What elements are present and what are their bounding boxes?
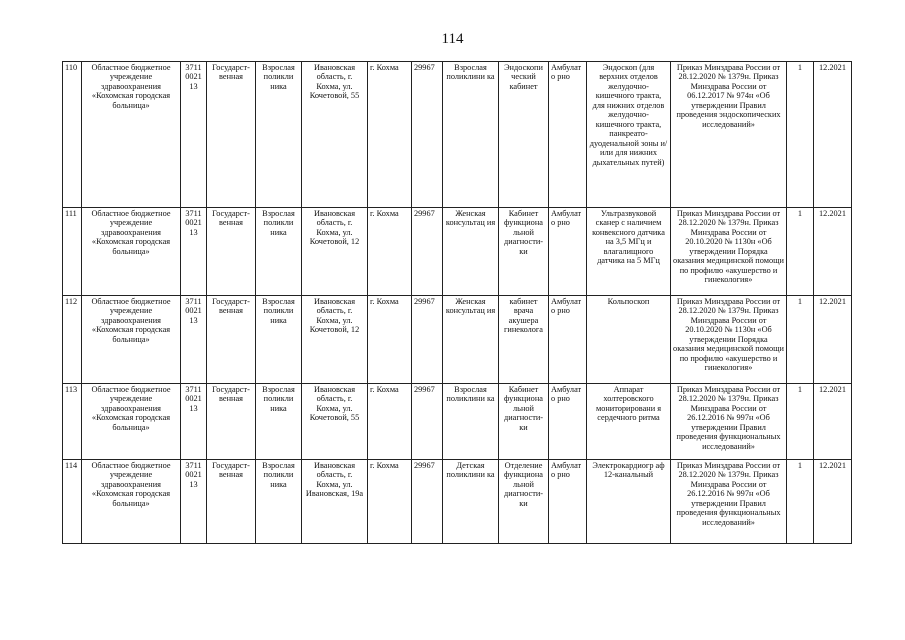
table-row <box>63 208 852 296</box>
row-number: 112 <box>63 296 82 384</box>
city-cell: г. Кохма <box>368 296 412 384</box>
regulation-cell: Приказ Минздрава России от 28.12.2020 № 1379н. Приказ Минздрава России от 26.12.2016 № 997н «Об утверждении Правил проведения функциональных исследований» <box>671 384 787 460</box>
care-type-cell: Амбулато рно <box>549 296 587 384</box>
table-row <box>63 296 852 384</box>
unit-cell: Взрослая поликли ника <box>256 62 302 208</box>
department-cell: Взрослая поликлини ка <box>443 384 499 460</box>
row-number: 110 <box>63 62 82 208</box>
ownership-cell: Государст-венная <box>207 62 256 208</box>
address-cell: Ивановская область, г. Кохма, ул. Ивановская, 19а <box>302 460 368 544</box>
equipment-cell: Аппарат холтеровского мониторировани я сердечного ритма <box>587 384 671 460</box>
ownership-cell: Государст-венная <box>207 384 256 460</box>
care-type-cell: Амбулато рно <box>549 208 587 296</box>
date-cell: 12.2021 <box>814 208 852 296</box>
quantity-cell: 1 <box>787 208 814 296</box>
quantity-cell: 1 <box>787 384 814 460</box>
code-cell: 3711 0021 13 <box>181 296 207 384</box>
equipment-cell: Электрокардиогр аф 12-канальный <box>587 460 671 544</box>
address-cell: Ивановская область, г. Кохма, ул. Кочетовой, 55 <box>302 62 368 208</box>
room-cell: Кабинет функциона льной диагности-ки <box>499 208 549 296</box>
department-cell: Женская консультац ия <box>443 208 499 296</box>
quantity-cell: 1 <box>787 296 814 384</box>
quantity-cell: 1 <box>787 62 814 208</box>
quantity-cell: 1 <box>787 460 814 544</box>
organization-cell: Областное бюджетное учреждение здравоохранения «Кохомская городская больница» <box>82 460 181 544</box>
ownership-cell: Государст-венная <box>207 208 256 296</box>
city-cell: г. Кохма <box>368 208 412 296</box>
city-cell: г. Кохма <box>368 62 412 208</box>
table-row <box>63 384 852 460</box>
index-cell: 29967 <box>412 208 443 296</box>
page-number: 114 <box>441 31 464 47</box>
organization-cell: Областное бюджетное учреждение здравоохранения «Кохомская городская больница» <box>82 208 181 296</box>
equipment-table <box>62 61 852 544</box>
row-number: 114 <box>63 460 82 544</box>
care-type-cell: Амбулато рно <box>549 62 587 208</box>
equipment-cell: Эндоскоп (для верхних отделов желудочно-кишечного тракта, для нижних отделов желудочно-кишечного тракта, панкреато-дуоденальной зоны и/или для нижних дыхательных путей) <box>587 62 671 208</box>
index-cell: 29967 <box>412 62 443 208</box>
date-cell: 12.2021 <box>814 296 852 384</box>
code-cell: 3711 0021 13 <box>181 460 207 544</box>
table-row <box>63 62 852 208</box>
unit-cell: Взрослая поликли ника <box>256 460 302 544</box>
care-type-cell: Амбулато рно <box>549 384 587 460</box>
index-cell: 29967 <box>412 384 443 460</box>
ownership-cell: Государст-венная <box>207 460 256 544</box>
room-cell: Кабинет функциона льной диагности-ки <box>499 384 549 460</box>
code-cell: 3711 0021 13 <box>181 208 207 296</box>
regulation-cell: Приказ Минздрава России от 28.12.2020 № 1379н. Приказ Минздрава России от 06.12.2017 № 974н «Об утверждении Правил проведения эндоскопических исследований» <box>671 62 787 208</box>
code-cell: 3711 0021 13 <box>181 62 207 208</box>
unit-cell: Взрослая поликли ника <box>256 208 302 296</box>
city-cell: г. Кохма <box>368 460 412 544</box>
row-number: 111 <box>63 208 82 296</box>
date-cell: 12.2021 <box>814 384 852 460</box>
room-cell: кабинет врача акушера гинеколога <box>499 296 549 384</box>
room-cell: Отделение функциона льной диагности-ки <box>499 460 549 544</box>
table-row <box>63 460 852 544</box>
department-cell: Детская поликлини ка <box>443 460 499 544</box>
equipment-cell: Кольпоскоп <box>587 296 671 384</box>
department-cell: Взрослая поликлини ка <box>443 62 499 208</box>
index-cell: 29967 <box>412 460 443 544</box>
ownership-cell: Государст-венная <box>207 296 256 384</box>
date-cell: 12.2021 <box>814 62 852 208</box>
regulation-cell: Приказ Минздрава России от 28.12.2020 № 1379н. Приказ Минздрава России от 20.10.2020 № 1130н «Об утверждении Порядка оказания медицинской помощи по профилю «акушерство и гинекология» <box>671 296 787 384</box>
equipment-cell: Ультразвуковой сканер с наличием конвексного датчика на 3,5 МГц и влагалищного датчика на 5 МГц <box>587 208 671 296</box>
index-cell: 29967 <box>412 296 443 384</box>
address-cell: Ивановская область, г. Кохма, ул. Кочетовой, 12 <box>302 208 368 296</box>
row-number: 113 <box>63 384 82 460</box>
date-cell: 12.2021 <box>814 460 852 544</box>
code-cell: 3711 0021 13 <box>181 384 207 460</box>
organization-cell: Областное бюджетное учреждение здравоохранения «Кохомская городская больница» <box>82 384 181 460</box>
organization-cell: Областное бюджетное учреждение здравоохранения «Кохомская городская больница» <box>82 62 181 208</box>
regulation-cell: Приказ Минздрава России от 28.12.2020 № 1379н. Приказ Минздрава России от 20.10.2020 № 1130н «Об утверждении Порядка оказания медицинской помощи по профилю «акушерство и гинекология» <box>671 208 787 296</box>
address-cell: Ивановская область, г. Кохма, ул. Кочетовой, 12 <box>302 296 368 384</box>
organization-cell: Областное бюджетное учреждение здравоохранения «Кохомская городская больница» <box>82 296 181 384</box>
address-cell: Ивановская область, г. Кохма, ул. Кочетовой, 55 <box>302 384 368 460</box>
regulation-cell: Приказ Минздрава России от 28.12.2020 № 1379н. Приказ Минздрава России от 26.12.2016 № 997н «Об утверждении Правил проведения функциональных исследований» <box>671 460 787 544</box>
unit-cell: Взрослая поликли ника <box>256 296 302 384</box>
room-cell: Эндоскопи ческий кабинет <box>499 62 549 208</box>
city-cell: г. Кохма <box>368 384 412 460</box>
unit-cell: Взрослая поликли ника <box>256 384 302 460</box>
department-cell: Женская консультац ия <box>443 296 499 384</box>
care-type-cell: Амбулато рно <box>549 460 587 544</box>
